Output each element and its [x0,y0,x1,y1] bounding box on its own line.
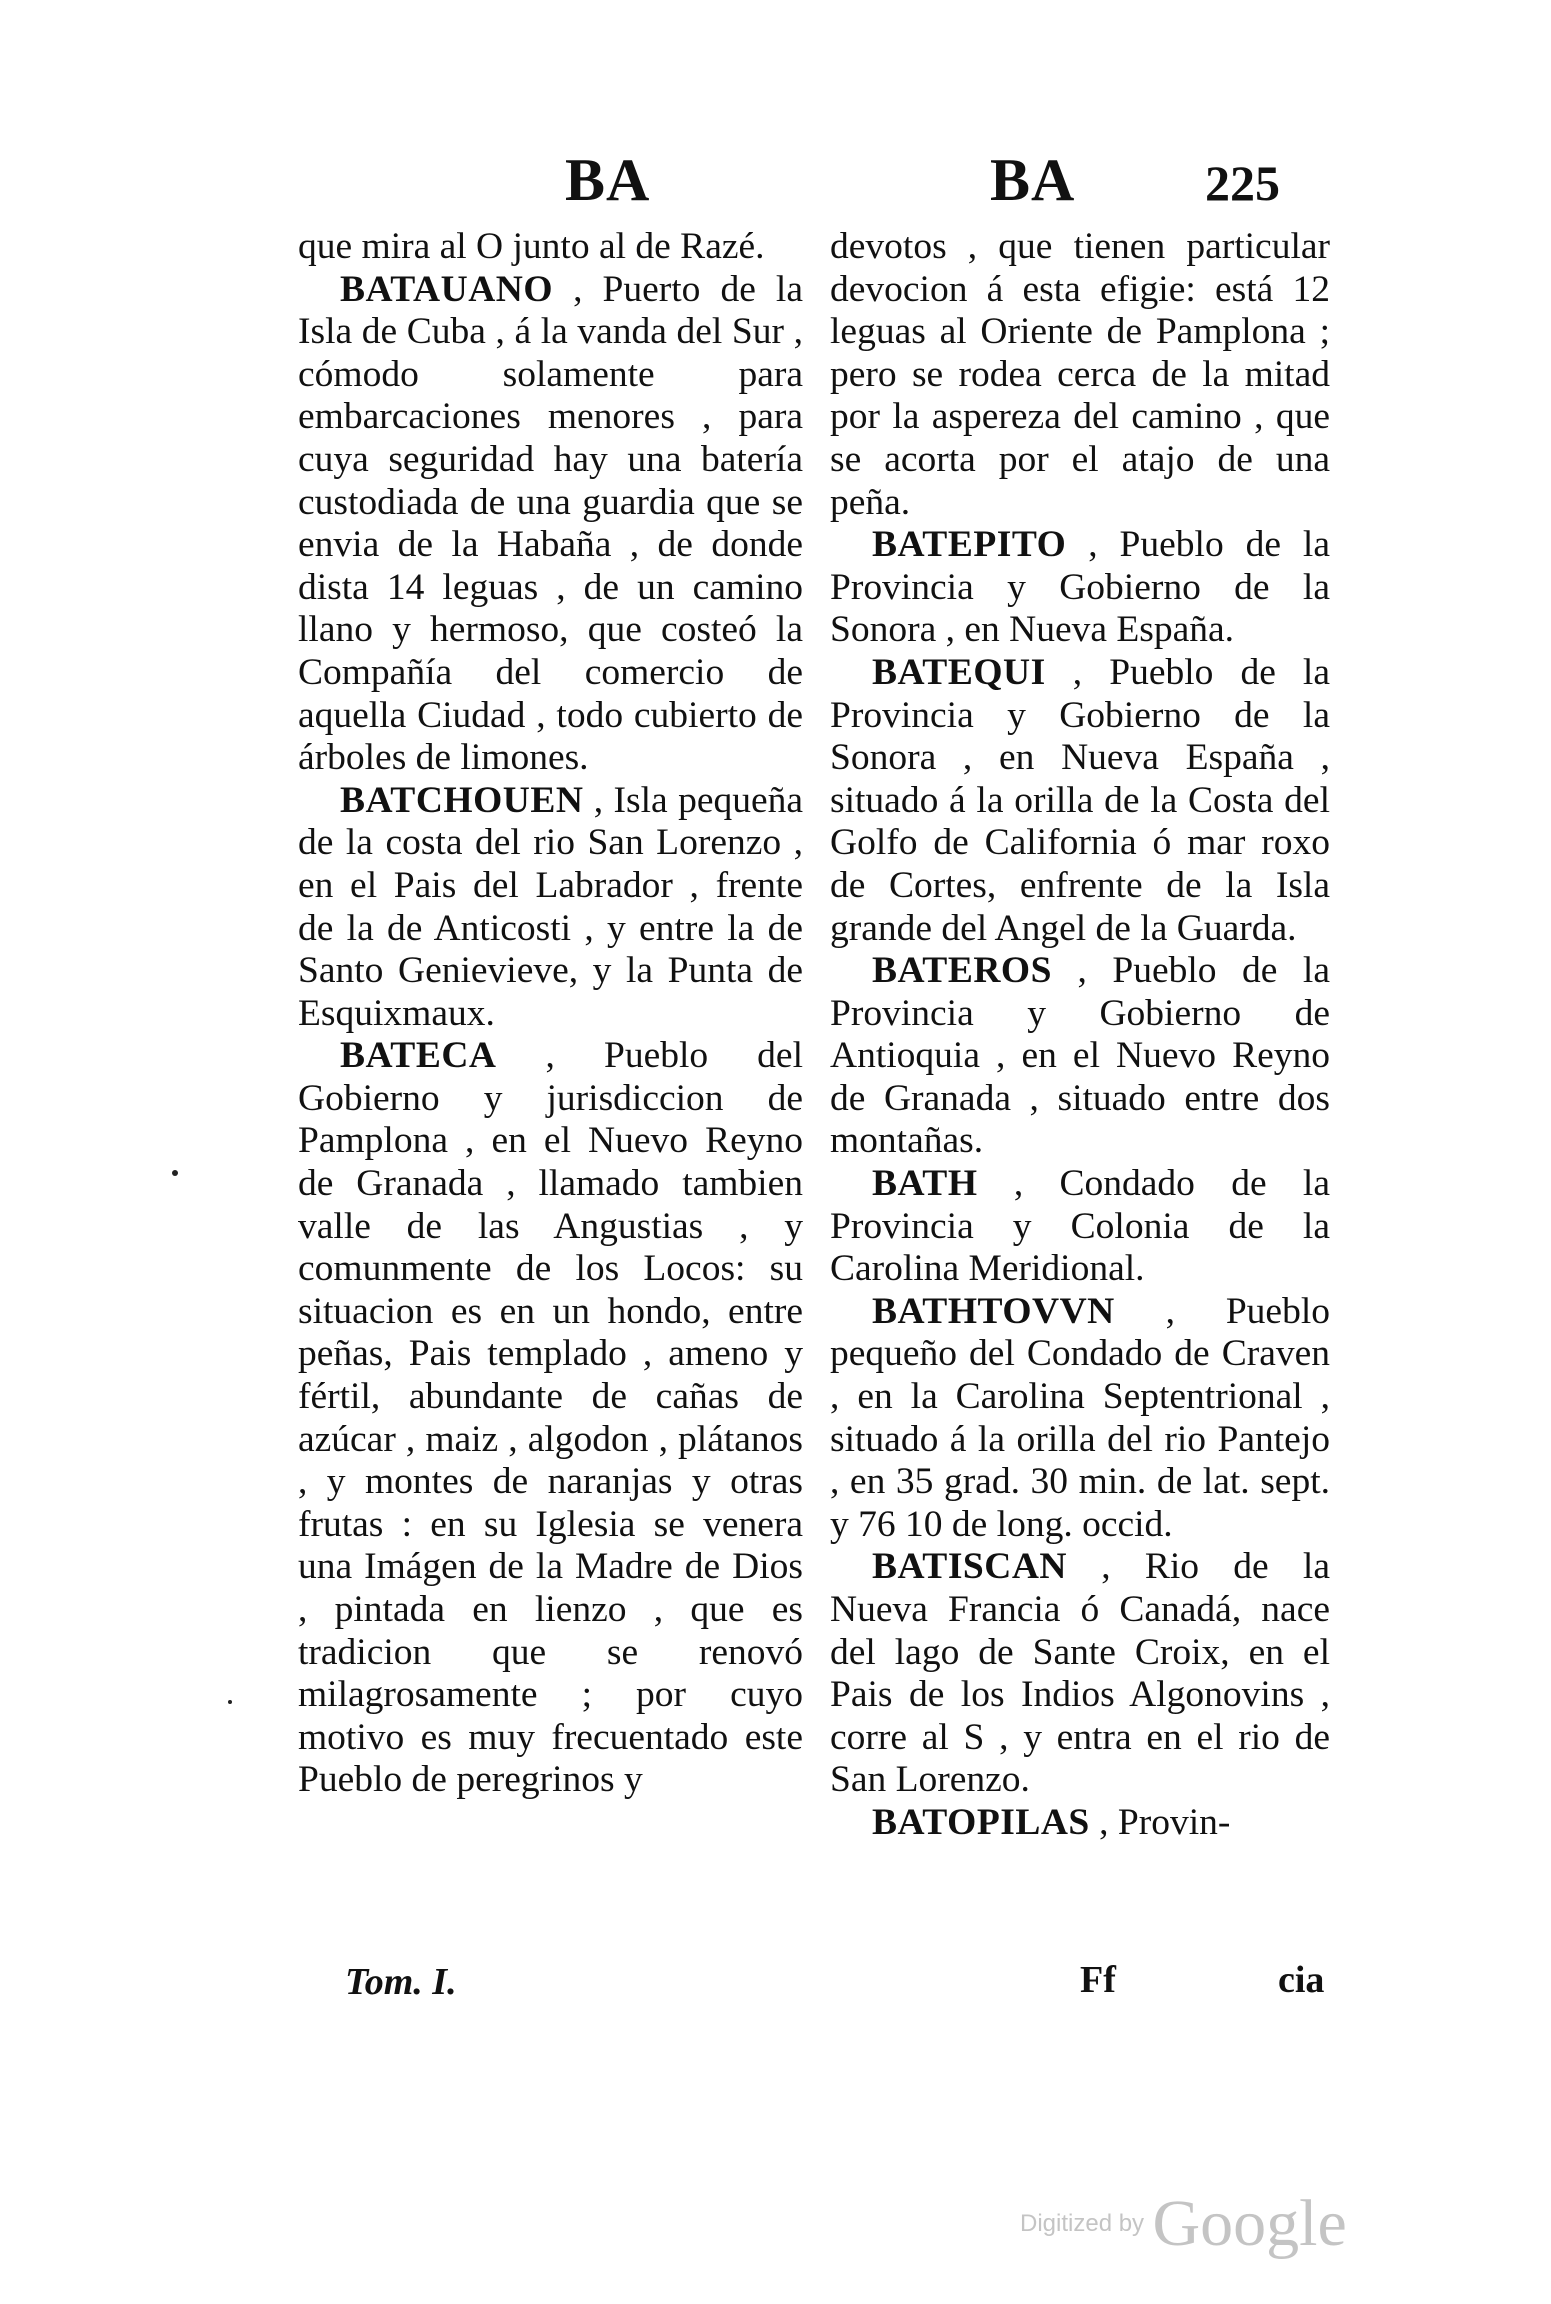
entry-headword: BATAUANO [340,268,554,310]
dictionary-entry [830,652,1330,950]
dictionary-entry [830,1291,1330,1547]
continued-text [298,226,803,269]
entry-headword: BATCHOUEN [340,779,584,821]
dictionary-entry [830,1163,1330,1291]
dictionary-entry [298,1035,803,1802]
dictionary-entry [298,780,803,1036]
digitized-watermark [1020,2186,1347,2262]
entry-headword: BATISCAN [872,1546,1068,1588]
right-text-column [830,226,1330,1845]
entry-text: , Rio de la Nueva Francia ó Canadá, nace del lago de Sante Croix, en el Pais de los Indios Algonovins , corre al S , y entra en el rio de San Lorenzo. [830,1546,1330,1801]
entry-text: , Pueblo de la Provincia y Gobierno de Antioquia , en el Nuevo Reyno de Granada , situado entre dos montañas. [830,950,1330,1162]
dictionary-entry [298,269,803,780]
watermark-prefix: Digitized by [1020,2210,1145,2237]
entry-text: devotos , que tienen particular devocion á esta efigie: está 12 leguas al Oriente de Pamplona ; pero se rodea cerca de la mitad por la aspereza del camino , que se acorta por el atajo de una peña. [830,226,1330,523]
entry-headword: BATOPILAS [872,1801,1090,1843]
entry-headword: BATEQUI [872,651,1046,693]
entry-text: que mira al O junto al de Razé. [298,226,765,267]
entry-text: , Pueblo pequeño del Condado de Craven , en la Carolina Septentrional , situado á la orilla del rio Pantejo , en 35 grad. 30 min. de lat. sept. y 76 10 de long. occid. [830,1290,1330,1545]
entry-text: , Pueblo de la Provincia y Gobierno de la Sonora , en Nueva España. [830,524,1330,651]
dictionary-entry [830,950,1330,1163]
running-head-right: BA [990,147,1076,213]
ink-speck [228,1700,232,1704]
volume-signature: Tom. I. [345,1961,457,2003]
gathering-signature: Ff [1080,1959,1116,2001]
running-head-left: BA [565,147,651,213]
dictionary-entry [830,1802,1330,1845]
entry-headword: BATEROS [872,950,1052,992]
entry-text: , Isla pequeña de la costa del rio San Lorenzo , en el Pais del Labrador , frente de la de Anticosti , y entre la de Santo Genievieve, y la Punta de Esquixmaux. [298,779,803,1034]
left-text-column [298,226,803,1802]
google-logo: Google [1152,2187,1347,2260]
catchword: cia [1278,1959,1325,2001]
page-number: 225 [1205,155,1280,211]
entry-headword: BATHTOVVN [872,1290,1115,1332]
entry-headword: BATEPITO [872,524,1067,566]
entry-headword: BATH [872,1163,978,1205]
entry-text: , Provin- [1089,1801,1231,1843]
entry-text: , Condado de la Provincia y Colonia de la Carolina Meridional. [830,1163,1330,1290]
entry-text: , Puerto de la Isla de Cuba , á la vanda del Sur , cómodo solamente para embarcaciones menores , para cuya seguridad hay una batería custodiada de una guardia que se envia de la Habaña , de donde dista 14 leguas , de un camino llano y hermoso, que costeó la Compañía del comercio de aquella Ciudad , todo cubierto de árboles de limones. [298,268,803,779]
ink-speck [172,1170,178,1176]
dictionary-entry [830,1546,1330,1802]
entry-headword: BATECA [340,1035,497,1077]
continued-text [830,226,1330,524]
entry-text: , Pueblo del Gobierno y jurisdiccion de Pamplona , en el Nuevo Reyno de Granada , llamado tambien valle de las Angustias , y comunmente de los Locos: su situacion es en un hondo, entre peñas, Pais templado , ameno y fértil, abundante de cañas de azúcar , maiz , algodon , plátanos , y montes de naranjas y otras frutas : en su Iglesia se venera una Imágen de la Madre de Dios , pintada en lienzo , que es tradicion que se renovó milagrosamente ; por cuyo motivo es muy frecuentado este Pueblo de peregrinos y [298,1035,803,1801]
dictionary-entry [830,524,1330,652]
entry-text: , Pueblo de la Provincia y Gobierno de la Sonora , en Nueva España , situado á la orilla de la Costa del Golfo de California ó mar roxo de Cortes, enfrente de la Isla grande del Angel de la Guarda. [830,651,1330,949]
